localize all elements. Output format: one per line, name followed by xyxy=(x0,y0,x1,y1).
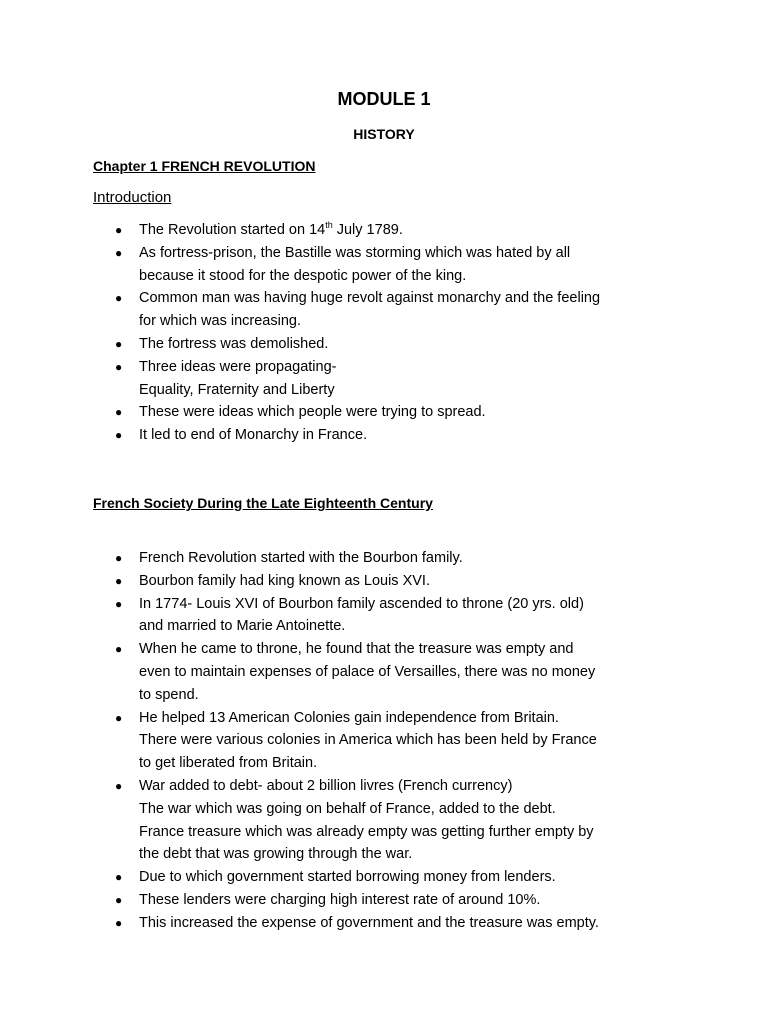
list-item-text: In 1774- Louis XVI of Bourbon family ascended to throne (20 yrs. old) xyxy=(139,595,584,612)
society-list xyxy=(115,547,699,935)
list-item-text: Bourbon family had king known as Louis XVI. xyxy=(139,572,430,589)
bullet-icon: ● xyxy=(115,405,123,420)
list-item-text: The war which was going on behalf of France, added to the debt. xyxy=(139,800,556,817)
list-item-text: to spend. xyxy=(139,686,199,703)
list-item xyxy=(115,333,699,356)
list-item xyxy=(115,547,699,570)
list-item xyxy=(115,638,699,706)
bullet-icon: ● xyxy=(115,359,123,374)
bullet-icon: ● xyxy=(115,291,123,306)
list-item-text: As fortress-prison, the Bastille was storming which was hated by all xyxy=(139,244,571,261)
bullet-icon: ● xyxy=(115,915,123,930)
list-item-text: These lenders were charging high interest rate of around 10%. xyxy=(139,891,541,908)
list-item xyxy=(115,356,699,402)
bullet-icon: ● xyxy=(115,596,123,611)
list-item-text: These were ideas which people were trying to spread. xyxy=(139,404,486,421)
bullet-icon: ● xyxy=(115,710,123,725)
list-item xyxy=(115,570,699,593)
bullet-icon: ● xyxy=(115,551,123,565)
bullet-icon: ● xyxy=(115,573,123,588)
bullet-icon: ● xyxy=(115,223,123,237)
list-item-text: and married to Marie Antoinette. xyxy=(139,618,346,635)
list-item-text: for which was increasing. xyxy=(139,313,301,330)
bullet-icon: ● xyxy=(115,892,123,907)
list-item xyxy=(115,401,699,424)
list-item-text: to get liberated from Britain. xyxy=(139,755,318,772)
list-item-text: the debt that was growing through the war. xyxy=(139,846,413,863)
list-item-text: French Revolution started with the Bourbon family. xyxy=(139,550,463,566)
list-item xyxy=(115,219,699,242)
list-item xyxy=(115,593,699,639)
intro-heading: Introduction xyxy=(93,189,172,206)
bullet-icon: ● xyxy=(115,778,123,793)
list-item-text: Three ideas were propagating- xyxy=(139,358,337,375)
list-item-text: When he came to throne, he found that the treasure was empty and xyxy=(139,641,574,658)
list-item xyxy=(115,866,699,889)
list-item-text: The Revolution started on 14th July 1789. xyxy=(139,220,403,238)
list-item-text: War added to debt- about 2 billion livres (French currency) xyxy=(139,777,513,794)
list-item xyxy=(115,287,699,333)
list-item xyxy=(115,889,699,912)
bullet-icon: ● xyxy=(115,336,123,351)
bullet-icon: ● xyxy=(115,870,123,885)
list-item-text: He helped 13 American Colonies gain independence from Britain. xyxy=(139,709,559,726)
intro-list xyxy=(115,219,699,447)
list-item-text: France treasure which was already empty was getting further empty by xyxy=(139,823,594,840)
bullet-icon: ● xyxy=(115,428,123,443)
list-item-text: This increased the expense of government and the treasure was empty. xyxy=(139,914,599,931)
chapter-heading: Chapter 1 FRENCH REVOLUTION xyxy=(93,158,316,174)
list-item-text: Common man was having huge revolt against monarchy and the feeling xyxy=(139,290,601,307)
list-item-text: because it stood for the despotic power of the king. xyxy=(139,267,467,284)
list-item xyxy=(115,424,699,447)
list-item-text: There were various colonies in America which has been held by France xyxy=(139,732,597,749)
subject-heading: HISTORY xyxy=(353,126,415,142)
society-heading: French Society During the Late Eighteenth Century xyxy=(93,495,433,511)
module-title: MODULE 1 xyxy=(337,89,431,109)
list-item-text: Due to which government started borrowing money from lenders. xyxy=(139,869,556,886)
list-item-text: Equality, Fraternity and Liberty xyxy=(139,381,335,398)
bullet-icon: ● xyxy=(115,642,123,657)
list-item xyxy=(115,242,699,288)
bullet-icon: ● xyxy=(115,245,123,260)
list-item xyxy=(115,775,699,866)
list-item-text: The fortress was demolished. xyxy=(139,335,329,352)
list-item xyxy=(115,912,699,935)
list-item-text: It led to end of Monarchy in France. xyxy=(139,427,368,444)
list-item-text: even to maintain expenses of palace of Versailles, there was no money xyxy=(139,663,596,680)
list-item xyxy=(115,707,699,775)
